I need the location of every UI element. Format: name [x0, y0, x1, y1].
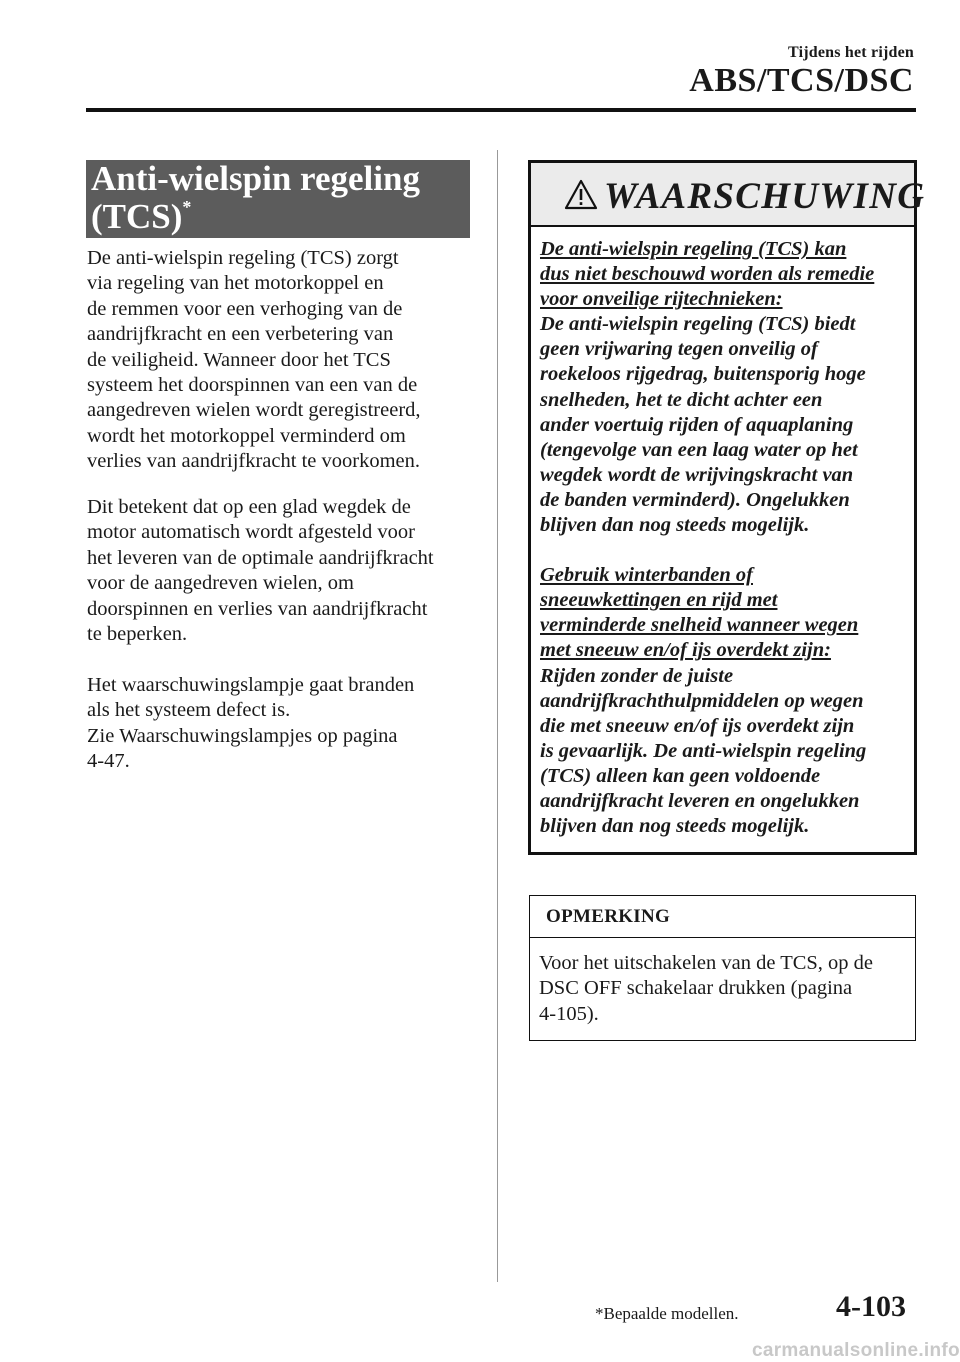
text-line: voor onveilige rijtechnieken: [540, 288, 783, 311]
text-line: geen vrijwaring tegen onveilig of [540, 338, 818, 361]
intro-paragraph [87, 246, 479, 475]
text-line: De anti-wielspin regeling (TCS) zorgt [87, 247, 399, 269]
text-line: DSC OFF schakelaar drukken (pagina [539, 977, 853, 1000]
watermark: carmanualsonline.info [752, 1340, 960, 1361]
text-line: doorspinnen en verlies van aandrijfkracht [87, 597, 428, 620]
text-line: blijven dan nog steeds mogelijk. [540, 815, 810, 838]
text-line: verminderde snelheid wanneer wegen [540, 614, 859, 637]
text-line: is gevaarlijk. De anti-wielspin regeling [540, 739, 867, 762]
page-number: 4-103 [836, 1290, 906, 1323]
warning-body [540, 237, 912, 839]
slippery-road-paragraph [87, 495, 479, 647]
note-body [539, 951, 911, 1027]
text-line: 4-47. [87, 750, 130, 773]
section-heading-line2 [91, 198, 470, 236]
text-line: 4-105). [539, 1002, 599, 1025]
text-line: aandrijfkracht leveren en ongelukken [540, 789, 860, 812]
text-line: voor de aangedreven wielen, om [87, 572, 354, 595]
text-line: de remmen voor een verhoging van de [87, 297, 403, 320]
warning-heading-1 [540, 237, 912, 312]
warning-triangle-icon [564, 179, 598, 210]
warning-text-1 [540, 312, 912, 538]
section-heading [86, 160, 470, 238]
text-line: Dit betekent dat op een glad wegdek de [87, 496, 411, 518]
text-line: (TCS) alleen kan geen voldoende [540, 764, 821, 787]
text-line: De anti-wielspin regeling (TCS) kan [540, 238, 847, 260]
section-heading-line1: Anti-wielspin regeling [91, 159, 420, 198]
text-line: aandrijfkracht en een verbetering van [87, 323, 394, 346]
warning-light-paragraph [87, 673, 479, 775]
running-header-chapter: Tijdens het rijden [788, 44, 914, 61]
text-line: het leveren van de optimale aandrijfkracht [87, 546, 434, 569]
text-line: systeem het doorspinnen van een van de [87, 374, 418, 397]
text-line: die met sneeuw en/of ijs overdekt zijn [540, 714, 855, 737]
text-line: via regeling van het motorkoppel en [87, 272, 384, 295]
text-line: wegdek wordt de wrijvingskracht van [540, 463, 854, 486]
text-line: dus niet beschouwd worden als remedie [540, 263, 875, 286]
optional-equipment-marker: * [182, 197, 192, 217]
text-line: Het waarschuwingslampje gaat branden [87, 674, 415, 696]
running-header-title: ABS/TCS/DSC [689, 62, 914, 99]
text-line: Voor het uitschakelen van de TCS, op de [539, 952, 874, 974]
text-line: snelheden, het te dicht achter een [540, 388, 823, 411]
text-line: wordt het motorkoppel verminderd om [87, 424, 406, 447]
text-line: De anti-wielspin regeling (TCS) biedt [540, 313, 856, 336]
text-line: de veiligheid. Wanneer door het TCS [87, 348, 391, 371]
text-line: verlies van aandrijfkracht te voorkomen. [87, 450, 420, 473]
text-line: te beperken. [87, 623, 188, 646]
text-line: met sneeuw en/of ijs overdekt zijn: [540, 639, 831, 662]
text-line: Zie Waarschuwingslampjes op pagina [87, 724, 398, 747]
note-divider [530, 937, 915, 938]
note-title: OPMERKING [546, 906, 671, 927]
text-line: roekeloos rijgedrag, buitensporig hoge [540, 363, 866, 386]
text-line: (tengevolge van een laag water op het [540, 438, 858, 461]
note-box [529, 895, 916, 1041]
column-divider [497, 150, 498, 1282]
section-heading-tcs: (TCS) [91, 197, 183, 236]
text-line: Gebruik winterbanden of [540, 564, 753, 587]
text-line: aandrijfkrachthulpmiddelen op wegen [540, 689, 864, 712]
text-line: sneeuwkettingen en rijd met [540, 589, 778, 612]
warning-heading-2 [540, 563, 912, 663]
text-line: motor automatisch wordt afgesteld voor [87, 521, 415, 544]
text-line: de banden verminderd). Ongelukken [540, 488, 850, 511]
spacer [540, 538, 912, 563]
warning-text-2 [540, 664, 912, 840]
text-line: aangedreven wielen wordt geregistreerd, [87, 399, 421, 422]
text-line: ander voertuig rijden of aquaplaning [540, 413, 854, 436]
header-rule [86, 108, 916, 112]
text-line: als het systeem defect is. [87, 699, 291, 722]
text-line: blijven dan nog steeds mogelijk. [540, 514, 810, 537]
text-line: Rijden zonder de juiste [540, 664, 734, 687]
warning-box [528, 160, 926, 855]
footnote: *Bepaalde modellen. [595, 1304, 739, 1323]
warning-header [531, 163, 926, 227]
warning-title: WAARSCHUWING [604, 176, 926, 217]
